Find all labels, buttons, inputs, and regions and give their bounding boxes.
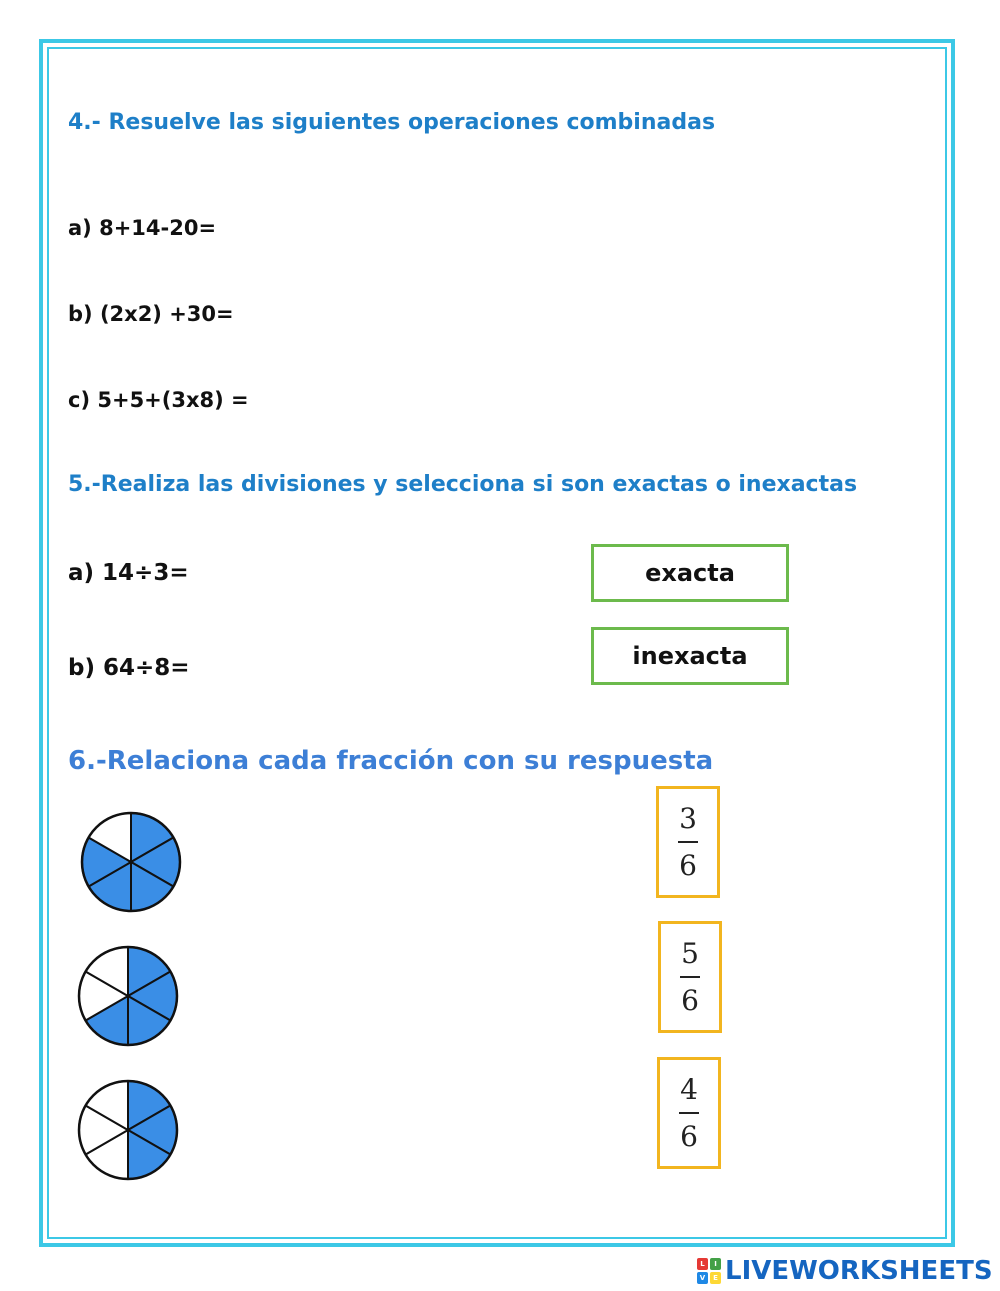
fraction-1-denominator: 6	[679, 849, 697, 882]
liveworksheets-logo-icon: L I V E	[697, 1258, 721, 1284]
fraction-1-numerator: 3	[679, 802, 697, 835]
fraction-3-bar	[679, 1112, 699, 1114]
section-4-heading: 4.- Resuelve las siguientes operaciones combinadas	[68, 110, 716, 135]
fraction-3-denominator: 6	[680, 1120, 698, 1153]
pie-1-slices	[82, 813, 180, 911]
section-6-heading: 6.-Relaciona cada fracción con su respuesta	[68, 746, 714, 776]
fraction-1-bar	[678, 841, 698, 843]
fraction-box-3[interactable]	[657, 1057, 721, 1169]
pie-2-slices	[79, 947, 177, 1045]
pie-chart-3	[76, 1078, 180, 1182]
operation-b: b) (2x2) +30=	[68, 302, 234, 326]
liveworksheets-logo-text: LIVEWORKSHEETS	[725, 1256, 993, 1286]
division-a: a) 14÷3=	[68, 560, 189, 586]
pie-3-slices	[79, 1081, 177, 1179]
operation-c: c) 5+5+(3x8) =	[68, 388, 249, 412]
fraction-2-numerator: 5	[681, 937, 699, 970]
pie-chart-1	[79, 810, 183, 914]
division-b: b) 64÷8=	[68, 655, 190, 681]
option-inexacta[interactable]: inexacta	[591, 627, 789, 685]
option-exacta[interactable]: exacta	[591, 544, 789, 602]
fraction-box-1[interactable]	[656, 786, 720, 898]
fraction-2-bar	[680, 976, 700, 978]
fraction-box-2[interactable]	[658, 921, 722, 1033]
pie-chart-2	[76, 944, 180, 1048]
liveworksheets-logo	[697, 1256, 993, 1286]
operation-a: a) 8+14-20=	[68, 216, 217, 240]
fraction-2-denominator: 6	[681, 984, 699, 1017]
fraction-3-numerator: 4	[680, 1073, 698, 1106]
section-5-heading: 5.-Realiza las divisiones y selecciona si son exactas o inexactas	[68, 472, 858, 497]
